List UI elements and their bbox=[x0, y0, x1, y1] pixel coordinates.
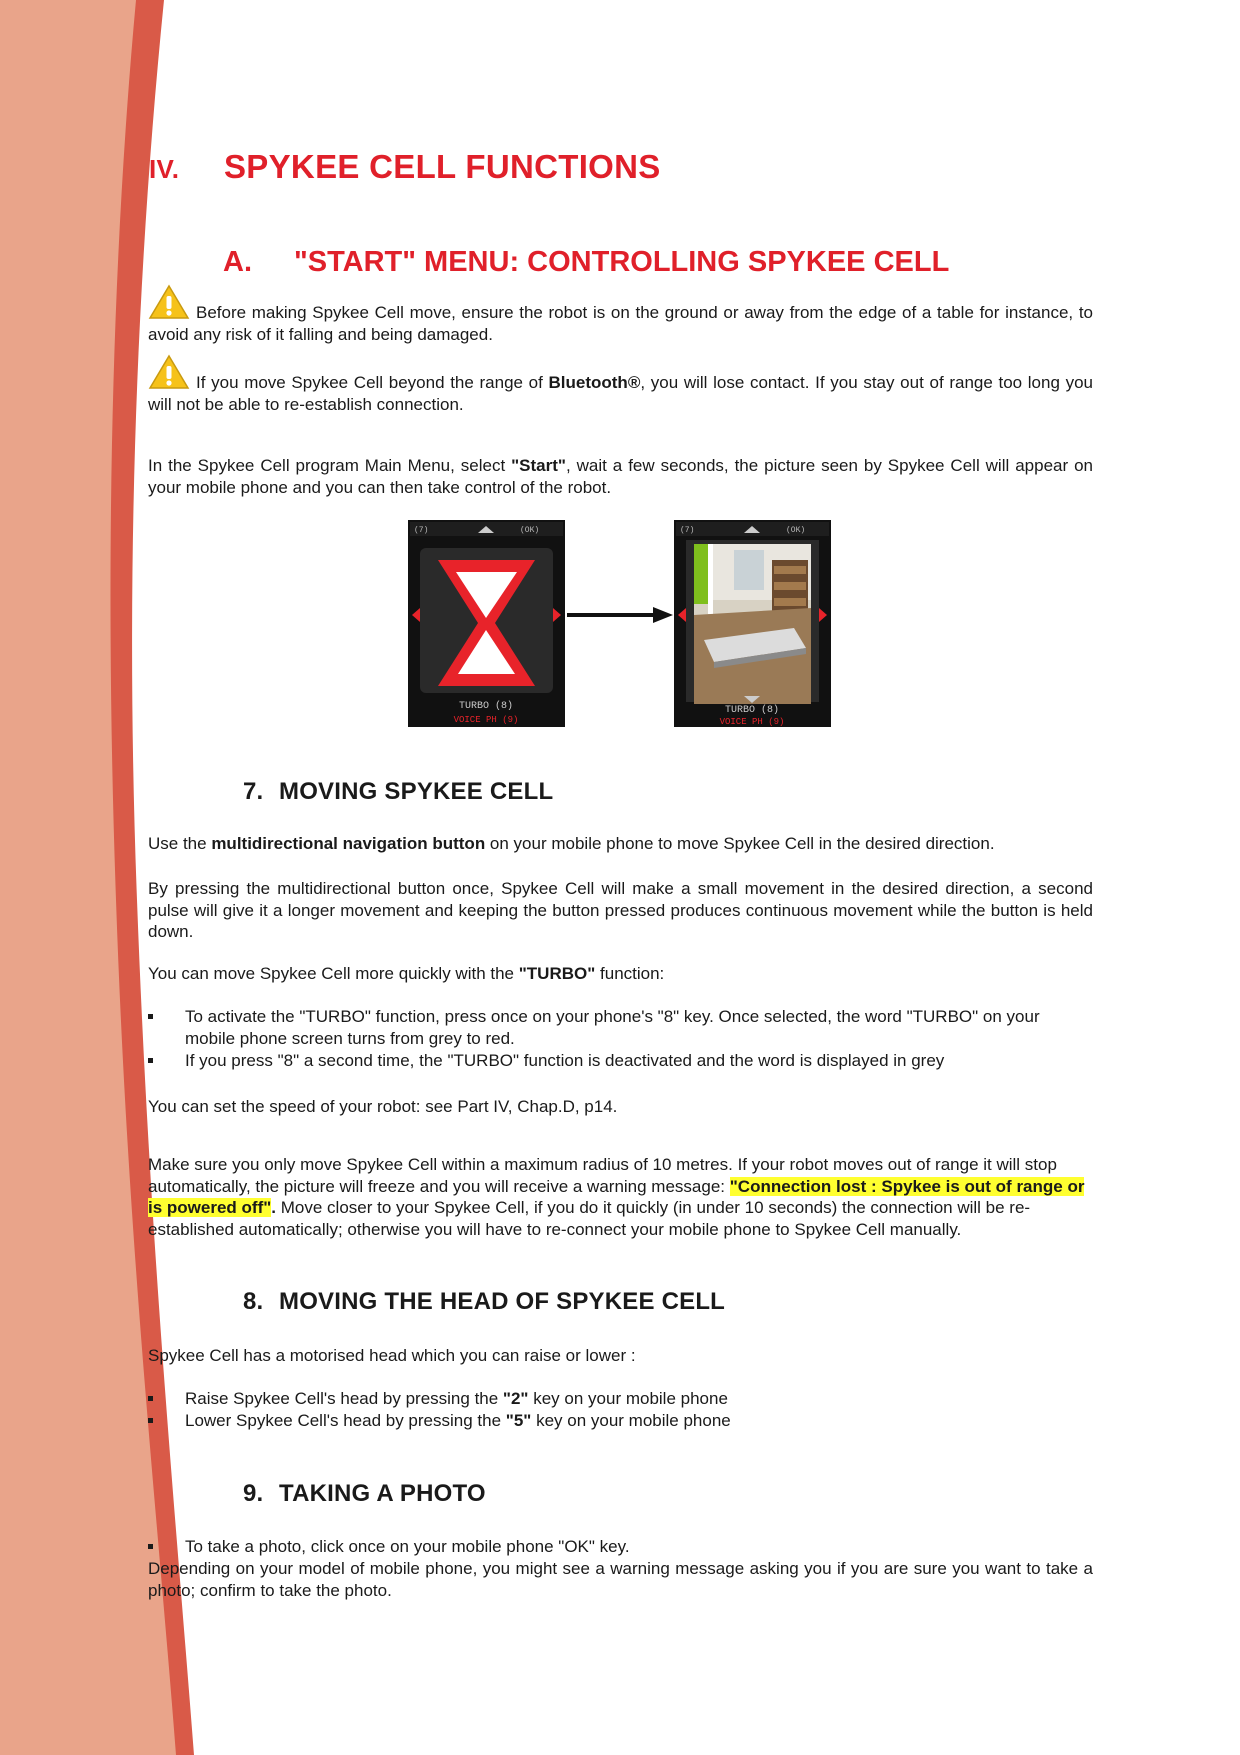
chapter-title: SPYKEE CELL FUNCTIONS bbox=[224, 148, 661, 185]
warning-icon bbox=[148, 284, 190, 320]
voice-caption: VOICE PH (9) bbox=[719, 717, 785, 727]
connection-lost-message: "Connection lost : Spykee is out of range or is powered off" bbox=[148, 1176, 1085, 1218]
bullet-marker bbox=[148, 1544, 153, 1549]
section7-paragraph-4: You can set the speed of your robot: see Part IV, Chap.D, p14. bbox=[148, 1097, 618, 1116]
bullet-marker bbox=[148, 1014, 153, 1019]
phone-screen-loading bbox=[408, 520, 565, 727]
bluetooth-term: Bluetooth® bbox=[548, 373, 641, 392]
transition-arrow bbox=[565, 600, 675, 630]
bullet-marker bbox=[148, 1058, 153, 1063]
arrow-right-icon bbox=[653, 607, 673, 623]
turbo-caption: TURBO (8) bbox=[724, 705, 780, 716]
warning-paragraph-1 bbox=[148, 284, 1093, 345]
section-title: "START" MENU: CONTROLLING SPYKEE CELL bbox=[294, 246, 950, 278]
list-item: Lower Spykee Cell's head by pressing the "5" key on your mobile phone bbox=[148, 1410, 1093, 1432]
list-item: To activate the "TURBO" function, press once on your phone's "8" key. Once selected, the word "TURBO" on your mobile phone screen turns from grey to red. bbox=[148, 1006, 1093, 1049]
subsection-heading-7: 7. MOVING SPYKEE CELL bbox=[243, 778, 554, 805]
warning-text-1: Before making Spykee Cell move, ensure the robot is on the ground or away from the edge of a table for instance, to avoid any risk of it falling and being damaged. bbox=[148, 303, 1093, 344]
section-heading bbox=[223, 246, 949, 279]
chapter-heading bbox=[149, 148, 661, 186]
status-right: (OK) bbox=[786, 526, 806, 535]
intro-paragraph: In the Spykee Cell program Main Menu, select "Start", wait a few seconds, the picture seen by Spykee Cell will appear on your mobile phone and you can then take control of the robot. bbox=[148, 456, 1093, 497]
warning-icon bbox=[148, 354, 190, 390]
section8-paragraph-1: Spykee Cell has a motorised head which you can raise or lower : bbox=[148, 1346, 636, 1365]
bullet-marker bbox=[148, 1396, 153, 1401]
status-right: (OK) bbox=[520, 526, 540, 535]
section7-paragraph-2: By pressing the multidirectional button once, Spykee Cell will make a small movement in the desired direction, a second pulse will give it a longer movement and keeping the button pressed produces continuous movement while the button is held down. bbox=[148, 879, 1093, 942]
warning-paragraph-2: If you move Spykee Cell beyond the range of Bluetooth®, you will lose contact. If you stay out of range too long you will not be able to re-establish connection. bbox=[148, 354, 1093, 415]
list-item: To take a photo, click once on your mobile phone "OK" key. bbox=[148, 1536, 1093, 1558]
start-term: "Start" bbox=[511, 456, 566, 475]
bullet-marker bbox=[148, 1418, 153, 1423]
phone-screen-camera bbox=[674, 520, 831, 727]
turbo-caption: TURBO (8) bbox=[458, 701, 514, 712]
section7-paragraph-1: Use the multidirectional navigation button on your mobile phone to move Spykee Cell in the desired direction. bbox=[148, 834, 995, 853]
section-letter: A. bbox=[223, 246, 252, 278]
chapter-number: IV. bbox=[149, 154, 180, 184]
list-item: Raise Spykee Cell's head by pressing the "2" key on your mobile phone bbox=[148, 1388, 1093, 1410]
list-item: If you press "8" a second time, the "TURBO" function is deactivated and the word is displayed in grey bbox=[148, 1050, 1093, 1072]
section7-paragraph-3: You can move Spykee Cell more quickly with the "TURBO" function: bbox=[148, 964, 665, 983]
section9-paragraph-1: Depending on your model of mobile phone, you might see a warning message asking you if you are sure you want to take a photo; confirm to take the photo. bbox=[148, 1559, 1093, 1600]
subsection-heading-9: 9. TAKING A PHOTO bbox=[243, 1480, 486, 1507]
section7-paragraph-5: Make sure you only move Spykee Cell within a maximum radius of 10 metres. If your robot moves out of range it will stop automatically, the picture will freeze and you will receive a warning message: "Connection lost : Spykee is out of range or is powered off". Move closer to your Spykee Cell, if you do it quickly (in under 10 seconds) the connection will be re-established automatically; otherwise you will have to re-connect your mobile phone to Spykee Cell manually. bbox=[148, 1155, 1085, 1240]
voice-caption: VOICE PH (9) bbox=[453, 715, 519, 725]
status-left: (7) bbox=[680, 526, 695, 535]
subsection-heading-8: 8. MOVING THE HEAD OF SPYKEE CELL bbox=[243, 1288, 726, 1315]
status-left: (7) bbox=[414, 526, 429, 535]
